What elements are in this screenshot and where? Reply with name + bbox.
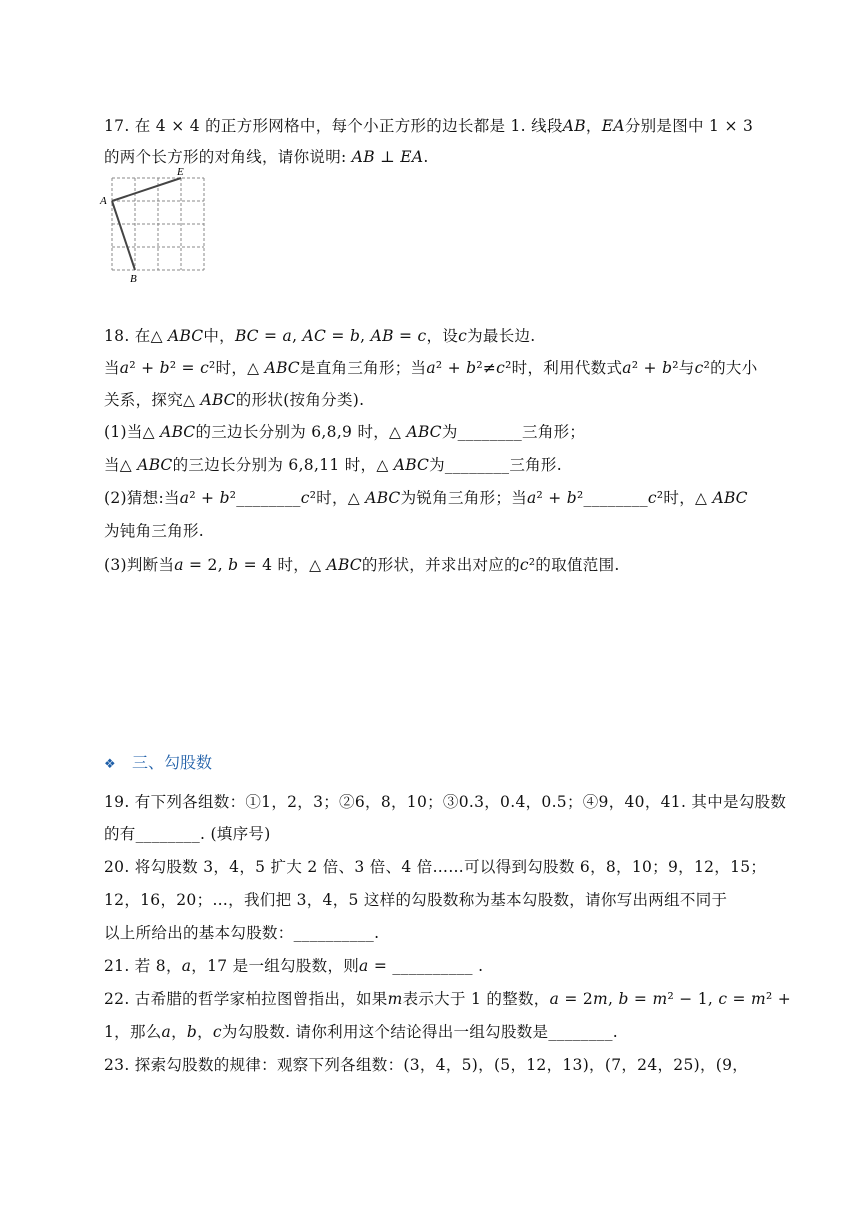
- q18-line-7: 为钝角三角形.: [104, 522, 205, 540]
- q23-line-1: 23. 探索勾股数的规律：观察下列各组数：(3，4，5)，(5，12，13)，(7，24，25)，(9，: [104, 1056, 749, 1074]
- q18-line-6: (2)猜想:当𝑎² + 𝑏²________𝑐²时，△ 𝐴𝐵𝐶为锐角三角形；当𝑎² + 𝑏²________𝑐²时，△ 𝐴𝐵𝐶: [104, 489, 748, 507]
- label-a: A: [100, 195, 107, 207]
- section-heading: [104, 752, 212, 776]
- diamond-bullet-icon: ❖: [104, 757, 116, 772]
- q17-line-2: 的两个长方形的对角线，请你说明: 𝐴𝐵 ⊥ 𝐸𝐴.: [104, 148, 429, 166]
- label-b: B: [130, 273, 137, 285]
- q19-line-2: 的有________. (填序号): [104, 825, 271, 843]
- q18-line-3: 关系，探究△ 𝐴𝐵𝐶的形状(按角分类).: [104, 391, 365, 409]
- segment-ea: [112, 178, 181, 201]
- q18-line-2: 当𝑎² + 𝑏² = 𝑐²时，△ 𝐴𝐵𝐶是直角三角形；当𝑎² + 𝑏²≠𝑐²时，利用代数式𝑎² + 𝑏²与𝑐²的大小: [104, 359, 758, 377]
- q18-line-8: (3)判断当𝑎 = 2, 𝑏 = 4 时，△ 𝐴𝐵𝐶的形状，并求出对应的𝑐²的取值范围.: [104, 556, 620, 574]
- grid-lines: [112, 178, 204, 270]
- q18-line-5: 当△ 𝐴𝐵𝐶的三边长分别为 6,8,11 时，△ 𝐴𝐵𝐶为________三角形.: [104, 456, 562, 474]
- grid-figure: [98, 164, 210, 286]
- q18-line-1: 18. 在△ 𝐴𝐵𝐶中，𝐵𝐶 = 𝑎, 𝐴𝐶 = 𝑏, 𝐴𝐵 = 𝑐，设𝑐为最长边.: [104, 327, 536, 345]
- q20-line-1: 20. 将勾股数 3，4，5 扩大 2 倍、3 倍、4 倍……可以得到勾股数 6，8，10；9，12，15；: [104, 858, 767, 876]
- q21-line-1: 21. 若 8，𝑎，17 是一组勾股数，则𝑎 = __________ .: [104, 957, 484, 975]
- q18-line-4: (1)当△ 𝐴𝐵𝐶的三边长分别为 6,8,9 时，△ 𝐴𝐵𝐶为________三角形；: [104, 423, 586, 441]
- q22-line-2: 1，那么𝑎，𝑏，𝑐为勾股数. 请你利用这个结论得出一组勾股数是________.: [104, 1023, 618, 1041]
- q17-line-1: 17. 在 4 × 4 的正方形网格中，每个小正方形的边长都是 1. 线段𝐴𝐵，𝐸𝐴分别是图中 1 × 3: [104, 117, 754, 135]
- q20-line-2: 12，16，20；…，我们把 3，4，5 这样的勾股数称为基本勾股数，请你写出两组不同于: [104, 891, 728, 909]
- label-e: E: [177, 166, 184, 178]
- section-title: 三、勾股数: [132, 753, 213, 772]
- q20-line-3: 以上所给出的基本勾股数：__________.: [104, 924, 380, 942]
- q22-line-1: 22. 古希腊的哲学家柏拉图曾指出，如果𝑚表示大于 1 的整数，𝑎 = 2𝑚, 𝑏 = 𝑚² − 1, 𝑐 = 𝑚² +: [104, 990, 792, 1008]
- q19-line-1: 19. 有下列各组数：①1，2，3；②6，8，10；③0.3，0.4，0.5；④9，40，41. 其中是勾股数: [104, 793, 787, 811]
- segment-ab: [112, 201, 135, 270]
